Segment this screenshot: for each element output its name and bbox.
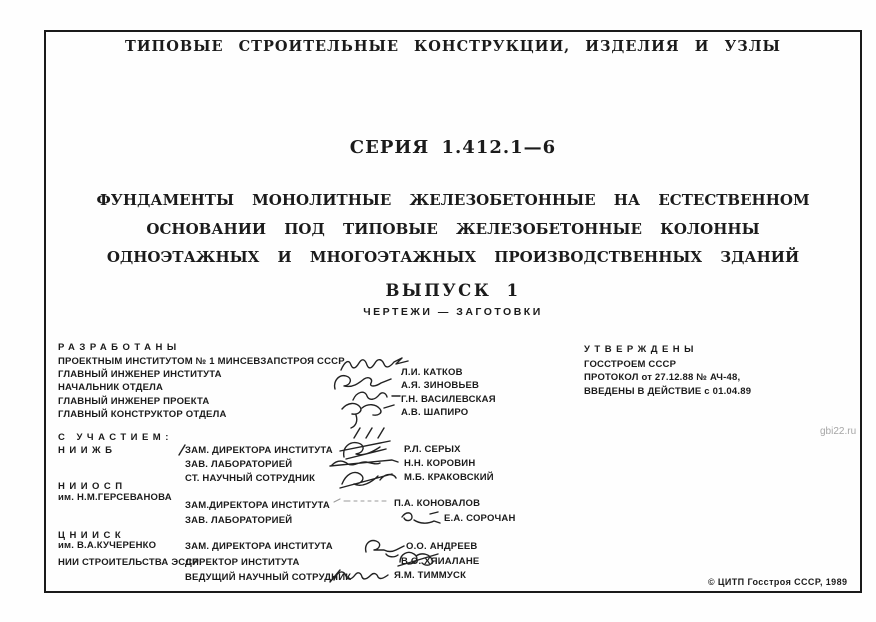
org-niizhb-roles [185,444,333,487]
org-niizhb-names [404,443,494,486]
org-tsniisk-sub: им. В.А.КУЧЕРЕНКО [58,540,157,551]
org-niizhb: НИИЖБ [58,445,117,456]
copyright-notice: © ЦИТП Госстроя СССР, 1989 [708,577,848,587]
participation-heading: С УЧАСТИЕМ: [58,432,173,443]
role: ГЛАВНЫЙ ИНЖЕНЕР ИНСТИТУТА [58,369,222,380]
issue-number: ВЫПУСК 1 [385,281,521,300]
role: НАЧАЛЬНИК ОТДЕЛА [58,382,164,394]
role: ВЕДУЩИЙ НАУЧНЫЙ СОТРУДНИК [185,571,352,583]
signature-krakovsky [336,466,400,490]
org-essr: НИИ СТРОИТЕЛЬСТВА ЭССР [58,557,199,568]
person-name: А.В. ШАПИРО [401,407,469,419]
person-name: В.О. ХЯИАЛАНЕ [401,556,480,567]
role: СТ. НАУЧНЫЙ СОТРУДНИК [185,473,316,485]
person-name: Е.А. СОРОЧАН [444,513,516,524]
role: ГЛАВНЫЙ КОНСТРУКТОР ОТДЕЛА [58,409,227,421]
signature-sorochan [396,509,442,527]
person-name: О.О. АНДРЕЕВ [406,541,478,552]
signature-timmusk [328,566,394,584]
signature-konovalov [330,496,390,506]
title-line-2: ОСНОВАНИИ ПОД ТИПОВЫЕ ЖЕЛЕЗОБЕТОННЫЕ КОЛОННЫ [146,219,760,238]
developed-roles [58,368,227,422]
developed-heading: РАЗРАБОТАНЫ [58,342,181,353]
role: ЗАМ. ДИРЕКТОРА ИНСТИТУТА [185,445,333,456]
scan-mark-slash [177,443,187,456]
org-tsniisk: ЦНИИСК [58,530,126,541]
org-essr-roles [185,556,351,585]
developed-names [401,366,496,420]
org-niiosp-roles [185,498,330,528]
role: ЗАМ.ДИРЕКТОРА ИНСТИТУТА [185,500,330,511]
person-name: Г.Н. ВАСИЛЕВСКАЯ [401,393,496,405]
person-name: М.Б. КРАКОВСКИЙ [404,472,494,484]
org-niiosp-sub: им. Н.М.ГЕРСЕВАНОВА [58,492,172,503]
approved-protocol: ПРОТОКОЛ от 27.12.88 № АЧ-48, [584,372,741,384]
approved-org: ГОССТРОЕМ СССР [584,359,677,370]
person-name: Я.М. ТИММУСК [394,570,467,581]
series-number: СЕРИЯ 1.412.1—6 [349,137,557,158]
signature-shapiro [336,399,398,429]
role: ЗАВ. ЛАБОРАТОРИЕЙ [185,459,293,471]
person-name: П.А. КОНОВАЛОВ [394,498,481,509]
person-name: Р.Л. СЕРЫХ [404,444,461,455]
title-line-1: ФУНДАМЕНТЫ МОНОЛИТНЫЕ ЖЕЛЕЗОБЕТОННЫЕ НА ЕСТЕСТВЕННОМ [96,191,810,209]
signature-hjaialane [394,548,442,568]
approved-heading: УТВЕРЖДЕНЫ [584,344,698,355]
role: ЗАМ. ДИРЕКТОРА ИНСТИТУТА [185,541,333,552]
role: ДИРЕКТОР ИНСТИТУТА [185,557,300,568]
person-name: Л.И. КАТКОВ [401,367,463,378]
document-title [44,186,862,272]
site-watermark: gbi22.ru [820,426,857,437]
org-niiosp: НИИОСП [58,481,127,492]
approved-effective-date: ВВЕДЕНЫ В ДЕЙСТВИЕ с 01.04.89 [584,385,752,397]
document-header: ТИПОВЫЕ СТРОИТЕЛЬНЫЕ КОНСТРУКЦИИ, ИЗДЕЛИЯ И УЗЛЫ [125,38,781,55]
person-name: А.Я. ЗИНОВЬЕВ [401,380,480,392]
role: ГЛАВНЫЙ ИНЖЕНЕР ПРОЕКТА [58,395,210,407]
title-line-3: ОДНОЭТАЖНЫХ И МНОГОЭТАЖНЫХ ПРОИЗВОДСТВЕННЫХ ЗДАНИЙ [106,248,800,266]
developed-org: ПРОЕКТНЫМ ИНСТИТУТОМ № 1 МИНСЕВЗАПСТРОЯ СССР [58,356,345,367]
role: ЗАВ. ЛАБОРАТОРИЕЙ [185,515,293,526]
approved-lines [584,358,751,398]
issue-subtitle: ЧЕРТЕЖИ — ЗАГОТОВКИ [363,306,543,318]
person-name: Н.Н. КОРОВИН [404,458,476,470]
